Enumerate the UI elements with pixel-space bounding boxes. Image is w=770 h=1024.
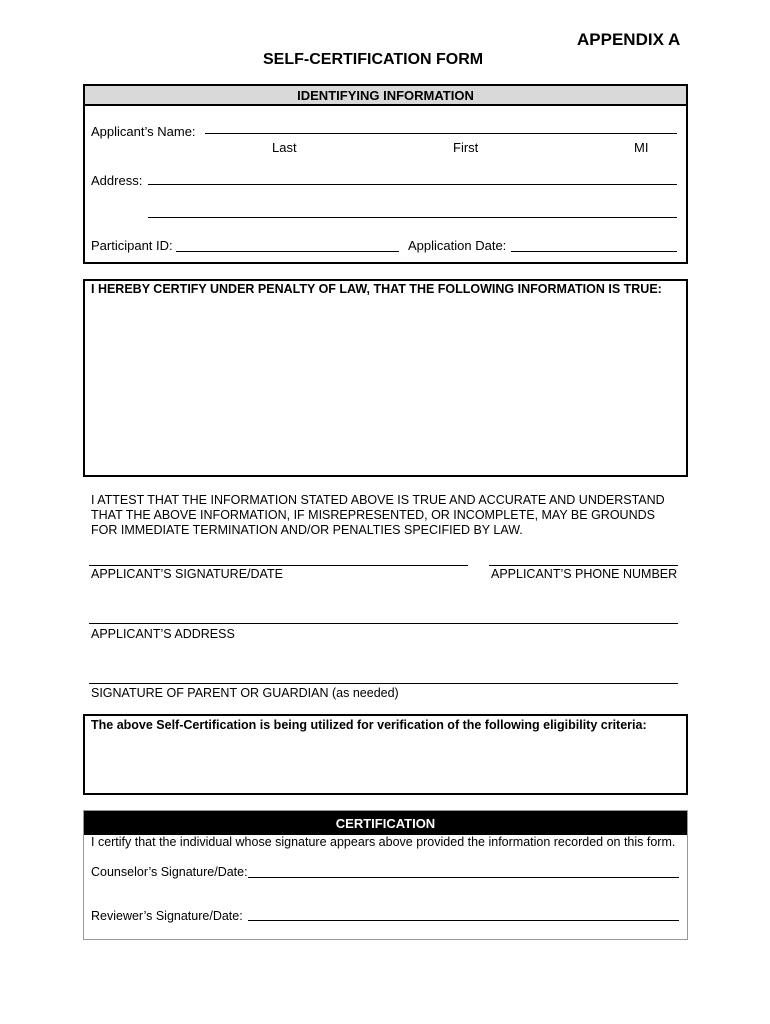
counselor-signature-label: Counselor’s Signature/Date: bbox=[91, 865, 248, 879]
certification-header bbox=[84, 811, 687, 835]
form-title: SELF-CERTIFICATION FORM bbox=[263, 51, 484, 68]
address-label: Address: bbox=[91, 173, 143, 188]
applicant-address-field[interactable] bbox=[89, 623, 678, 624]
applicant-name-label: Applicant’s Name: bbox=[91, 124, 196, 139]
application-date-field[interactable] bbox=[511, 251, 677, 252]
attest-line-1: I ATTEST THAT THE INFORMATION STATED ABOVE IS TRUE AND ACCURATE AND UNDERSTAND bbox=[91, 493, 665, 507]
reviewer-signature-label: Reviewer’s Signature/Date: bbox=[91, 909, 243, 923]
counselor-signature-field[interactable] bbox=[248, 877, 679, 878]
parent-signature-label: SIGNATURE OF PARENT OR GUARDIAN (as needed) bbox=[91, 686, 399, 700]
address-field-line2[interactable] bbox=[148, 217, 677, 218]
certify-box[interactable] bbox=[83, 279, 688, 477]
address-field-line1[interactable] bbox=[148, 184, 677, 185]
applicant-signature-label: APPLICANT’S SIGNATURE/DATE bbox=[91, 567, 283, 581]
parent-signature-field[interactable] bbox=[89, 683, 678, 684]
first-label: First bbox=[453, 140, 479, 155]
certification-statement: I certify that the individual whose signature appears above provided the information recorded on this form. bbox=[91, 835, 676, 849]
participant-id-field[interactable] bbox=[176, 251, 399, 252]
identifying-section bbox=[83, 84, 688, 264]
applicant-name-field[interactable] bbox=[205, 133, 677, 134]
reviewer-signature-field[interactable] bbox=[248, 920, 679, 921]
mi-label: MI bbox=[634, 140, 649, 155]
identifying-header-text: IDENTIFYING INFORMATION bbox=[297, 88, 474, 103]
eligibility-header: The above Self-Certification is being utilized for verification of the following eligibility criteria: bbox=[91, 718, 647, 732]
applicant-signature-field[interactable] bbox=[89, 565, 468, 566]
attest-line-2: THAT THE ABOVE INFORMATION, IF MISREPRESENTED, OR INCOMPLETE, MAY BE GROUNDS bbox=[91, 508, 655, 522]
applicant-address-label: APPLICANT’S ADDRESS bbox=[91, 627, 235, 641]
identifying-header bbox=[85, 86, 686, 106]
attest-line-3: FOR IMMEDIATE TERMINATION AND/OR PENALTIES SPECIFIED BY LAW. bbox=[91, 523, 523, 537]
last-label: Last bbox=[272, 140, 297, 155]
participant-id-label: Participant ID: bbox=[91, 238, 173, 253]
application-date-label: Application Date: bbox=[408, 238, 507, 253]
applicant-phone-field[interactable] bbox=[489, 565, 678, 566]
certification-header-text: CERTIFICATION bbox=[335, 816, 436, 831]
applicant-phone-label: APPLICANT’S PHONE NUMBER bbox=[491, 567, 678, 581]
certify-header: I HEREBY CERTIFY UNDER PENALTY OF LAW, THAT THE FOLLOWING INFORMATION IS TRUE: bbox=[91, 282, 662, 296]
appendix-label: APPENDIX A bbox=[577, 30, 681, 49]
